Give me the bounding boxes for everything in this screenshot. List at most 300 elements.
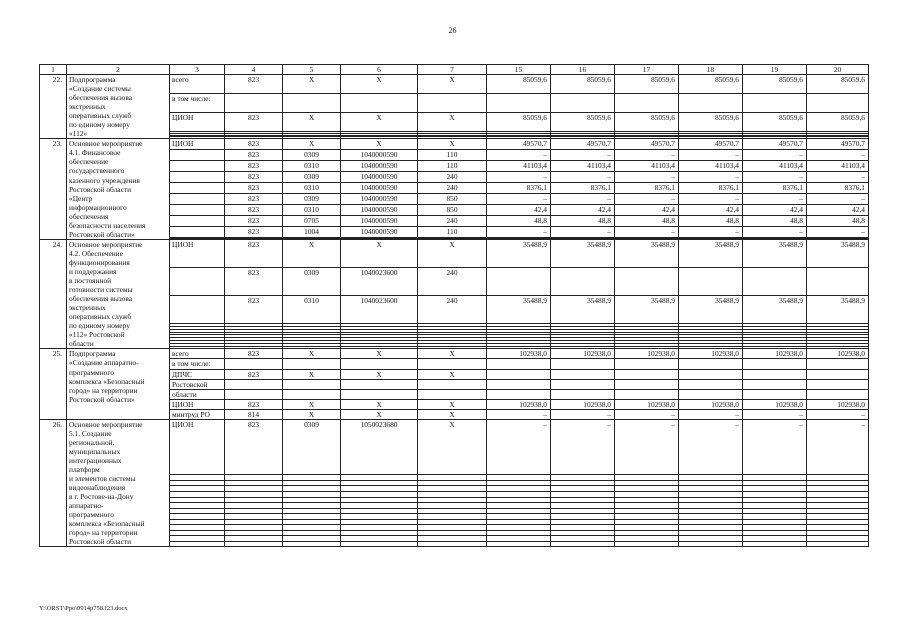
vr-cell: 240 xyxy=(418,183,487,194)
table-row xyxy=(40,349,869,359)
program-name-line: программного xyxy=(69,367,114,377)
value-cell: 102938,0 xyxy=(679,399,743,409)
value-cell: – xyxy=(551,419,615,475)
executor-cell xyxy=(170,183,225,194)
value-cell: 41103,4 xyxy=(679,161,743,172)
grbs-cell: 814 xyxy=(225,409,283,419)
value-cell: – xyxy=(743,226,807,237)
value-cell: – xyxy=(551,193,615,204)
grbs-cell: 823 xyxy=(225,139,283,150)
program-name-line: в г. Ростове-на-Дону xyxy=(69,492,134,502)
executor-cell xyxy=(170,150,225,161)
program-name-line: Ростовской области» xyxy=(69,229,135,239)
executor-cell xyxy=(170,204,225,215)
executor-cell: в том числе: xyxy=(170,93,225,112)
program-name-line: Подпрограмма xyxy=(69,75,116,84)
rzpr-cell xyxy=(283,379,341,389)
grbs-cell: 823 xyxy=(225,399,283,409)
column-header: 4 xyxy=(225,65,283,75)
vr-cell: 850 xyxy=(418,193,487,204)
csr-cell xyxy=(341,359,418,369)
vr-cell: X xyxy=(418,139,487,150)
executor-cell xyxy=(170,161,225,172)
grbs-cell: 823 xyxy=(225,150,283,161)
program-name-line: программного xyxy=(69,510,114,520)
value-cell xyxy=(679,267,743,295)
program-name-line: 5.1. Создание xyxy=(69,428,112,438)
csr-cell xyxy=(341,93,418,112)
value-cell: – xyxy=(743,150,807,161)
value-cell xyxy=(551,359,615,369)
column-header: 7 xyxy=(418,65,487,75)
value-cell xyxy=(487,359,551,369)
program-name-line: «112» Ростовской xyxy=(69,330,125,340)
program-name-line: Ростовской области xyxy=(69,184,132,194)
vr-cell: X xyxy=(418,419,487,475)
program-name-line: Ростовской области» xyxy=(69,394,135,404)
value-cell: 41103,4 xyxy=(743,161,807,172)
value-cell xyxy=(487,379,551,389)
program-name-line: «112» xyxy=(69,129,88,139)
column-header: 15 xyxy=(487,65,551,75)
program-name-line: муниципальных xyxy=(69,446,121,456)
table-row xyxy=(40,419,869,475)
program-name-line: интеграционных xyxy=(69,455,122,465)
executor-cell: ДПЧС xyxy=(170,369,225,379)
program-name-line: региональной, xyxy=(69,437,115,447)
executor-cell xyxy=(170,172,225,183)
grbs-cell: 823 xyxy=(225,112,283,131)
executor-cell xyxy=(170,193,225,204)
rzpr-cell xyxy=(283,389,341,399)
value-cell: – xyxy=(551,409,615,419)
rzpr-cell: 0309 xyxy=(283,172,341,183)
program-name xyxy=(67,419,170,547)
value-cell: – xyxy=(743,409,807,419)
executor-cell: ЦИОН xyxy=(170,419,225,475)
value-cell: – xyxy=(679,419,743,475)
value-cell: 35488,9 xyxy=(679,239,743,267)
value-cell xyxy=(743,389,807,399)
value-cell: 49570,7 xyxy=(615,139,679,150)
program-name-line: готовности системы xyxy=(69,285,133,295)
value-cell: 102938,0 xyxy=(743,399,807,409)
value-cell: 85059,6 xyxy=(807,75,869,94)
value-cell: – xyxy=(487,409,551,419)
program-name-line: «Создание аппаратно- xyxy=(69,358,139,368)
empty-cell xyxy=(551,541,615,547)
vr-cell: 240 xyxy=(418,172,487,183)
value-cell: 42,4 xyxy=(743,204,807,215)
rzpr-cell: 0309 xyxy=(283,150,341,161)
csr-cell: 1040023600 xyxy=(341,267,418,295)
executor-cell: ЦИОН xyxy=(170,112,225,131)
rzpr-cell: 0310 xyxy=(283,183,341,194)
executor-cell: Ростовской xyxy=(170,379,225,389)
empty-cell xyxy=(225,541,283,547)
value-cell xyxy=(487,389,551,399)
executor-cell: ЦИОН xyxy=(170,139,225,150)
value-cell: – xyxy=(743,172,807,183)
value-cell: 85059,6 xyxy=(615,112,679,131)
executor-cell: минтруд РО xyxy=(170,409,225,419)
value-cell xyxy=(551,389,615,399)
value-cell: 102938,0 xyxy=(615,399,679,409)
csr-cell: 1040000590 xyxy=(341,161,418,172)
value-cell: – xyxy=(679,409,743,419)
value-cell: – xyxy=(807,419,869,475)
value-cell xyxy=(551,379,615,389)
value-cell: 102938,0 xyxy=(615,349,679,359)
program-name-line: платформ xyxy=(69,464,100,474)
value-cell xyxy=(551,267,615,295)
rzpr-cell: X xyxy=(283,369,341,379)
empty-cell xyxy=(807,541,869,547)
value-cell: – xyxy=(615,409,679,419)
program-name-line: информационного xyxy=(69,202,127,212)
vr-cell: 240 xyxy=(418,267,487,295)
program-name-line: аппаратно- xyxy=(69,501,104,511)
vr-cell: 240 xyxy=(418,215,487,226)
value-cell: 85059,6 xyxy=(679,112,743,131)
rzpr-cell: 0310 xyxy=(283,296,341,324)
value-cell: 49570,7 xyxy=(807,139,869,150)
grbs-cell: 823 xyxy=(225,204,283,215)
program-name-line: обеспечения вызова xyxy=(69,93,133,103)
csr-cell: 1040000590 xyxy=(341,215,418,226)
value-cell: 41103,4 xyxy=(615,161,679,172)
executor-cell: ЦИОН xyxy=(170,239,225,267)
value-cell xyxy=(679,389,743,399)
value-cell xyxy=(679,369,743,379)
value-cell: – xyxy=(807,150,869,161)
csr-cell: X xyxy=(341,139,418,150)
column-header: 5 xyxy=(283,65,341,75)
value-cell: – xyxy=(615,226,679,237)
column-header: 2 xyxy=(67,65,170,75)
csr-cell: X xyxy=(341,349,418,359)
value-cell: 102938,0 xyxy=(487,349,551,359)
rzpr-cell: X xyxy=(283,112,341,131)
grbs-cell: 823 xyxy=(225,239,283,267)
grbs-cell: 823 xyxy=(225,226,283,237)
program-name-line: государственного xyxy=(69,166,125,176)
executor-cell: всего xyxy=(170,349,225,359)
grbs-cell: 823 xyxy=(225,215,283,226)
program-name-line: Ростовской области xyxy=(69,537,132,547)
value-cell xyxy=(615,267,679,295)
value-cell xyxy=(679,93,743,112)
value-cell: 35488,9 xyxy=(807,296,869,324)
value-cell xyxy=(615,369,679,379)
file-path-footer: Y:\ORST\Ppo\0914p758.f23.docx xyxy=(39,605,128,612)
value-cell xyxy=(487,267,551,295)
program-name-line: комплекса «Безопасный xyxy=(69,519,145,529)
program-name xyxy=(67,349,170,419)
rzpr-cell: 0309 xyxy=(283,193,341,204)
program-name-line: комплекса «Безопасный xyxy=(69,376,145,386)
rzpr-cell: X xyxy=(283,399,341,409)
value-cell: 8376,1 xyxy=(551,183,615,194)
executor-cell: области xyxy=(170,389,225,399)
value-cell: 85059,6 xyxy=(487,112,551,131)
value-cell: 8376,1 xyxy=(487,183,551,194)
value-cell: 42,4 xyxy=(807,204,869,215)
value-cell: – xyxy=(551,226,615,237)
executor-cell xyxy=(170,267,225,295)
value-cell: 8376,1 xyxy=(679,183,743,194)
program-name-line: Основное мероприятие xyxy=(69,239,143,249)
value-cell xyxy=(615,379,679,389)
csr-cell: X xyxy=(341,239,418,267)
value-cell: – xyxy=(615,150,679,161)
table-row xyxy=(40,139,869,150)
executor-cell xyxy=(170,541,225,547)
program-name-line: Основное мероприятие xyxy=(69,139,143,149)
value-cell xyxy=(807,359,869,369)
value-cell: 35488,9 xyxy=(743,296,807,324)
column-header: 1 xyxy=(40,65,67,75)
column-header: 19 xyxy=(743,65,807,75)
vr-cell xyxy=(418,379,487,389)
value-cell: – xyxy=(487,150,551,161)
rzpr-cell: 0309 xyxy=(283,419,341,475)
row-number: 23. xyxy=(40,139,67,240)
value-cell: 42,4 xyxy=(679,204,743,215)
program-name-line: безопасности населения xyxy=(69,220,146,230)
rzpr-cell: 1004 xyxy=(283,226,341,237)
csr-cell: X xyxy=(341,409,418,419)
row-number: 22. xyxy=(40,75,67,139)
grbs-cell: 823 xyxy=(225,183,283,194)
program-name xyxy=(67,239,170,349)
csr-cell: 1040000590 xyxy=(341,172,418,183)
program-name-line: обеспечение xyxy=(69,157,109,167)
row-number: 25. xyxy=(40,349,67,419)
empty-cell xyxy=(341,541,418,547)
value-cell: 85059,6 xyxy=(743,112,807,131)
value-cell xyxy=(743,93,807,112)
empty-cell xyxy=(487,541,551,547)
value-cell: 35488,9 xyxy=(551,296,615,324)
value-cell: 8376,1 xyxy=(807,183,869,194)
empty-cell xyxy=(743,541,807,547)
value-cell: 49570,7 xyxy=(487,139,551,150)
value-cell: 85059,6 xyxy=(679,75,743,94)
csr-cell: 1050023680 xyxy=(341,419,418,475)
value-cell: 35488,9 xyxy=(615,239,679,267)
column-header: 20 xyxy=(807,65,869,75)
grbs-cell: 823 xyxy=(225,193,283,204)
program-name-line: обеспечения вызова xyxy=(69,294,133,304)
vr-cell: X xyxy=(418,399,487,409)
value-cell: 42,4 xyxy=(615,204,679,215)
header-row xyxy=(40,65,869,75)
value-cell: – xyxy=(487,172,551,183)
value-cell: 102938,0 xyxy=(551,349,615,359)
program-name-line: и элементов системы xyxy=(69,474,136,484)
value-cell xyxy=(487,369,551,379)
rzpr-cell: 0705 xyxy=(283,215,341,226)
value-cell: 49570,7 xyxy=(743,139,807,150)
value-cell: – xyxy=(807,172,869,183)
grbs-cell xyxy=(225,389,283,399)
value-cell: – xyxy=(487,419,551,475)
value-cell: 49570,7 xyxy=(679,139,743,150)
program-name-line: области xyxy=(69,339,94,349)
csr-cell: 1040000590 xyxy=(341,193,418,204)
executor-cell xyxy=(170,215,225,226)
value-cell: 85059,6 xyxy=(551,112,615,131)
value-cell: 48,8 xyxy=(487,215,551,226)
value-cell: – xyxy=(743,419,807,475)
value-cell xyxy=(743,379,807,389)
value-cell: 41103,4 xyxy=(551,161,615,172)
value-cell: – xyxy=(551,172,615,183)
program-name-line: оперативных служб xyxy=(69,312,132,322)
executor-cell xyxy=(170,226,225,237)
program-name-line: 4.2. Обеспечение xyxy=(69,248,123,258)
value-cell: – xyxy=(679,150,743,161)
vr-cell: X xyxy=(418,239,487,267)
value-cell: – xyxy=(807,409,869,419)
rzpr-cell: 0309 xyxy=(283,267,341,295)
column-header: 17 xyxy=(615,65,679,75)
value-cell: – xyxy=(679,172,743,183)
csr-cell xyxy=(341,389,418,399)
value-cell: – xyxy=(487,193,551,204)
value-cell xyxy=(807,267,869,295)
value-cell: 48,8 xyxy=(743,215,807,226)
grbs-cell xyxy=(225,359,283,369)
grbs-cell: 823 xyxy=(225,369,283,379)
vr-cell: 850 xyxy=(418,204,487,215)
program-name-line: и поддержания xyxy=(69,266,117,276)
value-cell xyxy=(679,359,743,369)
table-row xyxy=(40,75,869,94)
rzpr-cell: 0310 xyxy=(283,204,341,215)
program-name-line: Подпрограмма xyxy=(69,349,116,359)
value-cell xyxy=(679,379,743,389)
program-name-line: оперативных служб xyxy=(69,111,132,121)
value-cell xyxy=(743,369,807,379)
empty-cell xyxy=(283,541,341,547)
value-cell: 49570,7 xyxy=(551,139,615,150)
value-cell: 48,8 xyxy=(551,215,615,226)
value-cell: 35488,9 xyxy=(551,239,615,267)
column-header: 3 xyxy=(170,65,225,75)
vr-cell: 240 xyxy=(418,296,487,324)
vr-cell: X xyxy=(418,409,487,419)
vr-cell xyxy=(418,389,487,399)
value-cell: 42,4 xyxy=(487,204,551,215)
value-cell: – xyxy=(615,193,679,204)
value-cell: 85059,6 xyxy=(615,75,679,94)
value-cell xyxy=(615,359,679,369)
value-cell: 102938,0 xyxy=(551,399,615,409)
program-name-line: в постоянной xyxy=(69,276,112,286)
value-cell: 48,8 xyxy=(679,215,743,226)
program-name-line: по единому номеру xyxy=(69,120,130,130)
value-cell xyxy=(807,389,869,399)
program-name-line: экстренных xyxy=(69,102,106,112)
vr-cell: 110 xyxy=(418,161,487,172)
value-cell: – xyxy=(551,150,615,161)
value-cell: 102938,0 xyxy=(679,349,743,359)
value-cell: 8376,1 xyxy=(743,183,807,194)
csr-cell: 1040023600 xyxy=(341,296,418,324)
program-name-line: по единому номеру xyxy=(69,321,130,331)
value-cell xyxy=(615,93,679,112)
column-header: 16 xyxy=(551,65,615,75)
rzpr-cell: X xyxy=(283,139,341,150)
csr-cell: X xyxy=(341,112,418,131)
grbs-cell: 823 xyxy=(225,419,283,475)
csr-cell: 1040000590 xyxy=(341,204,418,215)
program-name-line: обеспечения xyxy=(69,211,109,221)
empty-cell xyxy=(615,541,679,547)
value-cell: – xyxy=(679,226,743,237)
csr-cell xyxy=(341,379,418,389)
value-cell: 35488,9 xyxy=(807,239,869,267)
value-cell: 35488,9 xyxy=(487,296,551,324)
rzpr-cell: X xyxy=(283,75,341,94)
value-cell: 48,8 xyxy=(807,215,869,226)
program-name-line: казенного учреждения xyxy=(69,175,140,185)
rzpr-cell: X xyxy=(283,409,341,419)
program-name xyxy=(67,75,170,139)
csr-cell: 1040000590 xyxy=(341,150,418,161)
vr-cell xyxy=(418,359,487,369)
value-cell: 35488,9 xyxy=(679,296,743,324)
value-cell xyxy=(743,359,807,369)
value-cell: 102938,0 xyxy=(487,399,551,409)
value-cell: 85059,6 xyxy=(743,75,807,94)
value-cell: 8376,1 xyxy=(615,183,679,194)
value-cell xyxy=(807,379,869,389)
grbs-cell: 823 xyxy=(225,296,283,324)
value-cell: 35488,9 xyxy=(487,239,551,267)
rzpr-cell: 0310 xyxy=(283,161,341,172)
column-header: 6 xyxy=(341,65,418,75)
value-cell xyxy=(551,93,615,112)
grbs-cell: 823 xyxy=(225,267,283,295)
vr-cell: 110 xyxy=(418,226,487,237)
row-number: 24. xyxy=(40,239,67,349)
executor-cell: в том числе: xyxy=(170,359,225,369)
value-cell: 48,8 xyxy=(615,215,679,226)
value-cell: – xyxy=(679,193,743,204)
value-cell xyxy=(807,93,869,112)
grbs-cell: 823 xyxy=(225,349,283,359)
value-cell: – xyxy=(615,419,679,475)
column-header: 18 xyxy=(679,65,743,75)
page-number: 26 xyxy=(448,26,457,35)
program-name-line: экстренных xyxy=(69,303,106,313)
csr-cell: X xyxy=(341,369,418,379)
vr-cell: X xyxy=(418,112,487,131)
program-name-line: «Центр xyxy=(69,193,93,203)
value-cell: – xyxy=(615,172,679,183)
value-cell: 102938,0 xyxy=(807,399,869,409)
value-cell: 42,4 xyxy=(551,204,615,215)
vr-cell: 110 xyxy=(418,150,487,161)
csr-cell: X xyxy=(341,75,418,94)
program-name-line: «Создание системы xyxy=(69,84,131,94)
rzpr-cell xyxy=(283,359,341,369)
vr-cell: X xyxy=(418,349,487,359)
value-cell xyxy=(807,369,869,379)
